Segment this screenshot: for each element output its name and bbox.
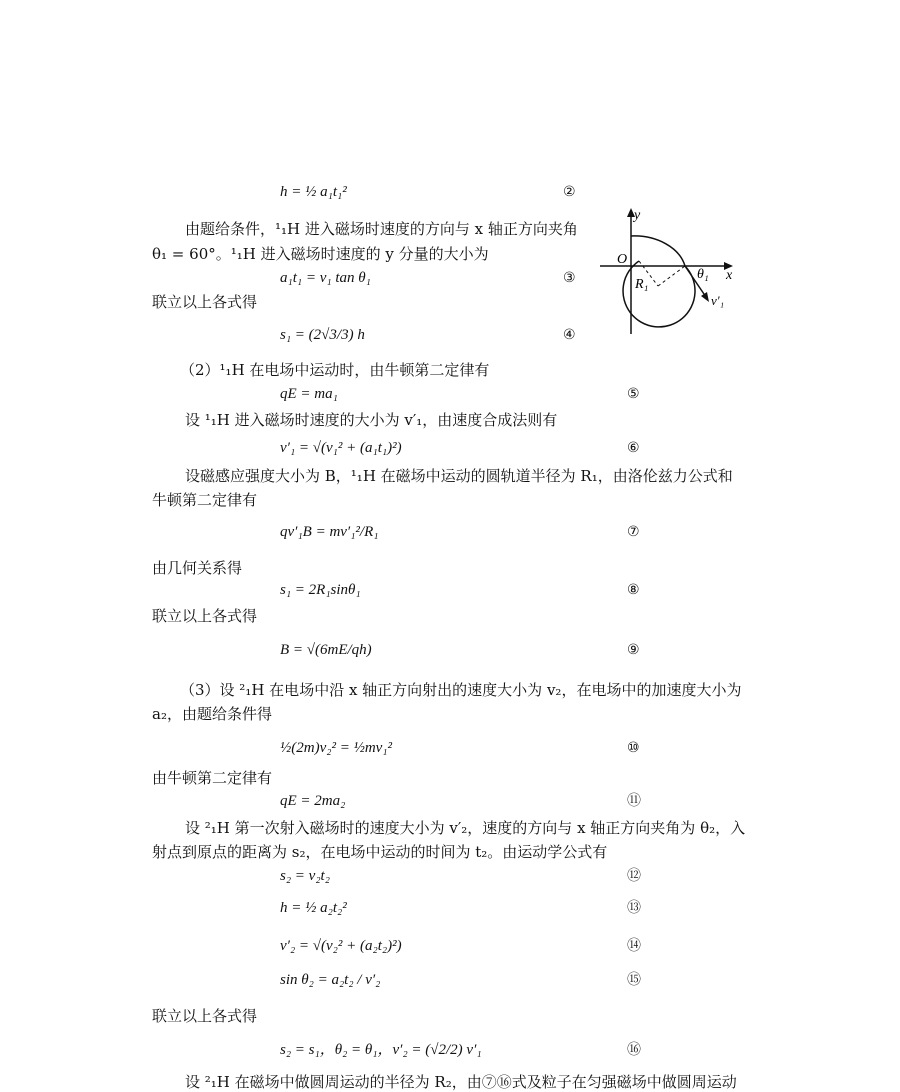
equation-4: s₁ = (2√3/3) h	[280, 327, 365, 343]
eq-number-7: ⑦	[627, 524, 640, 540]
text-line: 由牛顿第二定律有	[152, 769, 273, 787]
equation-11: qE = 2ma₂	[280, 793, 346, 809]
eq-number-10: ⑩	[627, 740, 640, 756]
velocity-label: v′₁	[711, 293, 725, 308]
eq-number-12: ⑫	[627, 868, 641, 884]
eq-number-2: ②	[563, 184, 576, 200]
radius-label: R₁	[635, 277, 649, 292]
eq-number-3: ③	[563, 270, 576, 286]
equation-9: B = √(6mE/qh)	[280, 642, 372, 658]
equation-5: qE = ma₁	[280, 386, 338, 402]
text-line: 联立以上各式得	[152, 607, 258, 625]
y-label: y	[634, 208, 641, 223]
equation-2: h = ½ a₁t₁²	[280, 184, 347, 200]
origin-label: O	[617, 252, 628, 267]
eq-number-9: ⑨	[627, 642, 640, 658]
eq-number-8: ⑧	[627, 582, 640, 598]
text-line: 联立以上各式得	[152, 1007, 258, 1025]
text-line: 牛顿第二定律有	[152, 491, 258, 509]
equation-13: h = ½ a₂t₂²	[280, 900, 347, 916]
text-line: a₂，由题给条件得	[152, 705, 272, 723]
text-line: 射点到原点的距离为 s₂，在电场中运动的时间为 t₂。由运动学公式有	[152, 843, 608, 861]
equation-7: qv′₁B = mv′₁²/R₁	[280, 524, 379, 540]
text-line: 联立以上各式得	[152, 293, 258, 311]
eq-number-4: ④	[563, 327, 576, 343]
equation-14: v′₂ = √(v₂² + (a₂t₂)²)	[280, 938, 402, 954]
equation-8: s₁ = 2R₁sinθ₁	[280, 582, 361, 598]
eq-number-11: ⑪	[627, 793, 641, 809]
circle-path	[623, 261, 695, 327]
eq-number-14: ⑭	[627, 938, 641, 954]
radius-line-2	[658, 266, 685, 286]
eq-number-5: ⑤	[627, 386, 640, 402]
eq-number-13: ⑬	[627, 900, 641, 916]
eq-number-16: ⑯	[627, 1042, 641, 1058]
text-line: 设磁感应强度大小为 B，¹₁H 在磁场中运动的圆轨道半径为 R₁，由洛伦兹力公式和	[185, 467, 733, 485]
text-line: 设 ²₁H 在磁场中做圆周运动的半径为 R₂，由⑦⑯式及粒子在匀强磁场中做圆周运动	[185, 1073, 737, 1091]
text-line: 设 ¹₁H 进入磁场时速度的大小为 v′₁，由速度合成法则有	[185, 411, 558, 429]
x-label: x	[726, 268, 733, 283]
equation-10: ½(2m)v₂² = ½mv₁²	[280, 740, 393, 756]
equation-12: s₂ = v₂t₂	[280, 868, 330, 884]
equation-16: s₂ = s₁，θ₂ = θ₁，v′₂ = (√2/2) v′₁	[280, 1042, 482, 1058]
text-line: （2）¹₁H 在电场中运动时，由牛顿第二定律有	[180, 361, 490, 379]
eq-number-6: ⑥	[627, 440, 640, 456]
equation-6: v′₁ = √(v₁² + (a₁t₁)²)	[280, 440, 402, 456]
text-line: （3）设 ²₁H 在电场中沿 x 轴正方向射出的速度大小为 v₂，在电场中的加速度大小为	[180, 681, 742, 699]
eq-number-15: ⑮	[627, 972, 641, 988]
equation-15: sin θ₂ = a₂t₂ / v′₂	[280, 972, 381, 988]
angle-label: θ₁	[697, 267, 709, 282]
equation-3: a₁t₁ = v₁ tan θ₁	[280, 270, 371, 286]
trajectory-diagram	[598, 204, 758, 344]
text-line: 由几何关系得	[152, 559, 243, 577]
text-line: 设 ²₁H 第一次射入磁场时的速度大小为 v′₂，速度的方向与 x 轴正方向夹角为 θ₂，入	[185, 819, 746, 837]
text-line: θ₁ = 60°。¹₁H 进入磁场时速度的 y 分量的大小为	[152, 245, 489, 263]
text-line: 由题给条件，¹₁H 进入磁场时速度的方向与 x 轴正方向夹角	[185, 220, 578, 238]
